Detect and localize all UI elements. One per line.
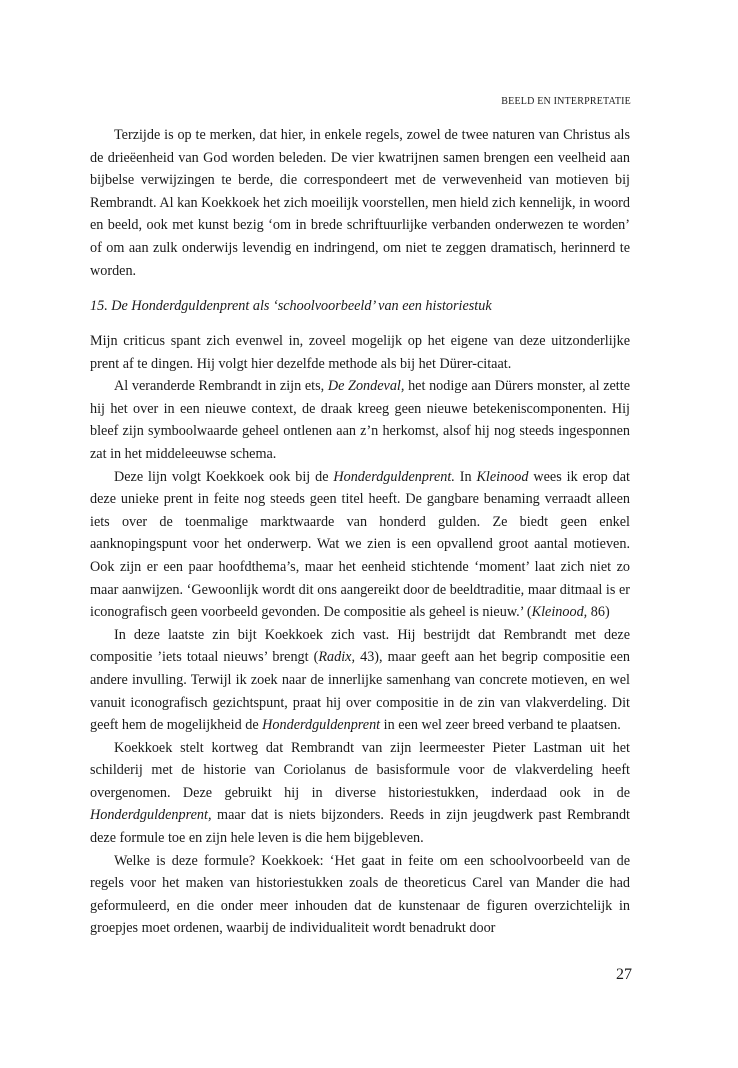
paragraph: Koekkoek stelt kortweg dat Rembrandt van zijn leermeester Pieter Lastman uit het schilderij met de historie van Coriolanus de basisformule voor de vlakverdeling heeft overgenomen. Deze gebruikt hij in diverse historiestukken, inderdaad ook in de Honderdguldenprent, maar dat is niets bijzonders. Reeds in zijn jeugdwerk past Rembrandt deze formule toe en zijn hele leven is die hem bijgebleven. (90, 739, 630, 847)
page-number: 27 (616, 966, 632, 983)
paragraph: Mijn criticus spant zich evenwel in, zoveel mogelijk op het eigene van deze uitzonderlijke prent af te dingen. Hij volgt hier dezelfde methode als bij het Dürer-citaat. (90, 333, 630, 372)
running-head: BEELD EN INTERPRETATIE (501, 96, 631, 107)
paragraph: Terzijde is op te merken, dat hier, in enkele regels, zowel de twee naturen van Christus als de drieëenheid van God worden beleden. De vier kwatrijnen samen brengen een veelheid aan bijbelse verwijzingen te berde, die correspondeert met de verwevenheid van motieven bij Rembrandt. Al kan Koekkoek het zich moeilijk voorstellen, men hield zich kennelijk, in woord en beeld, ook met kunst bezig ‘om in brede schriftuurlijke verbanden onderwezen te worden’ of om aan zulk onderwijs levendig en indringend, om niet te zeggen dramatisch, herinnerd te worden. (90, 127, 630, 279)
paragraph: Deze lijn volgt Koekkoek ook bij de Honderdguldenprent. In Kleinood wees ik erop dat deze unieke prent in feite nog steeds geen titel heeft. De gangbare benaming verraadt alleen iets over de toenmalige marktwaarde van honderd gulden. Ze biedt geen enkel aanknopingspunt voor het onderwerp. Wat we zien is een opvallend groot aantal motieven. Ook zijn er een paar hoofdthema’s, maar het eenheid stichtende ‘moment’ laat zich niet zo maar aanwijzen. ‘Gewoonlijk wordt dit ons aangereikt door de beeldtraditie, maar ditmaal is er iconografisch geen voorbeeld gevonden. De compositie als geheel is nieuw.’ (Kleinood, 86) (90, 468, 630, 621)
section-heading: 15. De Honderdguldenprent als ‘schoolvoorbeeld’ van een historiestuk (90, 298, 492, 314)
body-text-main (90, 330, 630, 940)
paragraph: Al veranderde Rembrandt in zijn ets, De Zondeval, het nodige aan Dürers monster, al zette hij het over in een nieuwe context, de draak kreeg geen nieuwe betekeniscomponenten. Hij bleef zijn symboolwaarde geheel ontlenen aan z’n herkomst, alsof hij nog steeds ingesponnen zat in het middeleeuwse schema. (90, 378, 630, 462)
paragraph: In deze laatste zin bijt Koekkoek zich vast. Hij bestrijdt dat Rembrandt met deze compositie ’iets totaal nieuws’ brengt (Radix, 43), maar geeft aan het begrip compositie een andere invulling. Terwijl ik zoek naar de innerlijke samenhang van concrete motieven, en wel vanuit iconografisch gezichtspunt, praat hij over compositie in de zin van vlakverdeling. Dit geeft hem de mogelijkheid de Honderdguldenprent in een wel zeer breed verband te plaatsen. (90, 626, 630, 734)
paragraph: Welke is deze formule? Koekkoek: ‘Het gaat in feite om een schoolvoorbeeld van de regels voor het maken van historiestukken zoals de theoreticus Carel van Mander die had geformuleerd, en die onder meer inhouden dat de kunstenaar de figuren overzichtelijk in groepjes moet ordenen, waarbij de individualiteit wordt benadrukt door (90, 852, 630, 937)
body-text-top (90, 124, 630, 282)
